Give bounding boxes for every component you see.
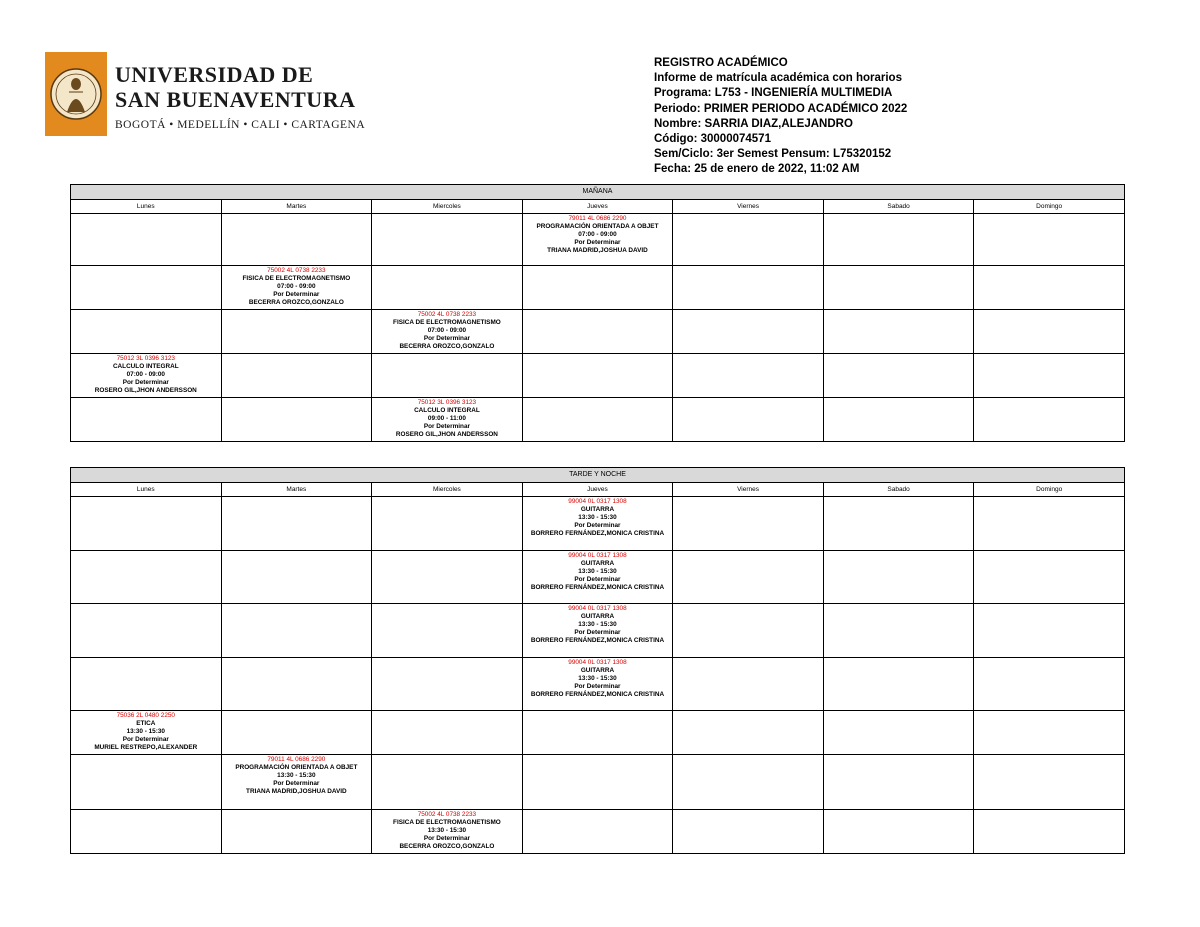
table-row bbox=[71, 604, 1125, 658]
course-time: 07:00 - 09:00 bbox=[126, 371, 165, 378]
course-code: 99004 0L 0317 1308 bbox=[568, 659, 627, 666]
table-title: MAÑANA bbox=[71, 185, 1125, 200]
university-logo bbox=[45, 52, 366, 138]
table-row bbox=[71, 551, 1125, 604]
header-line: Fecha: 25 de enero de 2022, 11:02 AM bbox=[654, 163, 860, 176]
university-cities: BOGOTÁ • MEDELLÍN • CALI • CARTAGENA bbox=[115, 119, 366, 131]
schedule-cell bbox=[673, 214, 824, 266]
course-code: 75036 2L 0480 2250 bbox=[116, 712, 175, 719]
class-entry bbox=[372, 810, 522, 851]
schedule-cell bbox=[823, 310, 974, 354]
day-header-sabado: Sabado bbox=[823, 200, 974, 214]
day-header-miercoles: Miercoles bbox=[372, 483, 523, 497]
schedule-cell bbox=[71, 711, 222, 755]
course-teacher: BECERRA OROZCO,GONZALO bbox=[399, 843, 495, 850]
table-row bbox=[71, 214, 1125, 266]
course-teacher: ROSERO GIL,JHON ANDERSSON bbox=[395, 431, 498, 438]
course-room: Por Determinar bbox=[574, 239, 621, 246]
university-name-line2: SAN BUENAVENTURA bbox=[115, 87, 356, 112]
schedule-cell bbox=[221, 310, 372, 354]
class-entry bbox=[523, 658, 673, 699]
course-name: GUITARRA bbox=[580, 560, 615, 567]
schedule-cell bbox=[71, 810, 222, 854]
schedule-cell bbox=[673, 810, 824, 854]
schedule-cell bbox=[974, 354, 1125, 398]
course-room: Por Determinar bbox=[574, 629, 621, 636]
class-entry bbox=[523, 604, 673, 645]
schedule-table-morning bbox=[70, 184, 1125, 442]
schedule-cell bbox=[522, 310, 673, 354]
schedule-cell bbox=[372, 266, 523, 310]
course-code: 75012 3L 0396 3123 bbox=[116, 355, 175, 362]
course-time: 13:30 - 15:30 bbox=[427, 827, 467, 834]
schedule-cell bbox=[522, 497, 673, 551]
schedule-cell bbox=[372, 497, 523, 551]
course-code: 79011 4L 0686 2290 bbox=[267, 756, 326, 763]
table-row bbox=[71, 658, 1125, 711]
schedule-cell bbox=[372, 604, 523, 658]
header-line: Informe de matrícula académica con horarios bbox=[654, 72, 902, 85]
schedule-cell bbox=[221, 551, 372, 604]
course-time: 07:00 - 09:00 bbox=[427, 327, 467, 334]
day-header-jueves: Jueves bbox=[522, 483, 673, 497]
course-name: FISICA DE ELECTROMAGNETISMO bbox=[393, 319, 501, 326]
schedule-cell bbox=[221, 755, 372, 810]
course-code: 99004 0L 0317 1308 bbox=[568, 605, 627, 612]
course-room: Por Determinar bbox=[423, 835, 470, 842]
class-entry bbox=[71, 354, 221, 395]
course-teacher: BORRERO FERNÁNDEZ,MONICA CRISTINA bbox=[530, 691, 665, 698]
schedule-cell bbox=[221, 398, 372, 442]
schedule-cell bbox=[673, 755, 824, 810]
course-teacher: TRIANA MADRID,JOSHUA DAVID bbox=[547, 247, 648, 254]
schedule-cell bbox=[823, 810, 974, 854]
table-row bbox=[71, 711, 1125, 755]
schedule-cell bbox=[823, 711, 974, 755]
schedule-cell bbox=[522, 266, 673, 310]
schedule-cell bbox=[673, 310, 824, 354]
course-room: Por Determinar bbox=[122, 736, 169, 743]
class-entry bbox=[523, 214, 673, 255]
class-entry bbox=[222, 266, 372, 307]
schedule-cell bbox=[71, 551, 222, 604]
table-row bbox=[71, 354, 1125, 398]
schedule-cell bbox=[71, 354, 222, 398]
schedule-cell bbox=[372, 214, 523, 266]
schedule-cell bbox=[974, 310, 1125, 354]
course-name: PROGRAMACIÓN ORIENTADA A OBJET bbox=[536, 223, 659, 230]
day-header-domingo: Domingo bbox=[974, 200, 1125, 214]
day-header-jueves: Jueves bbox=[522, 200, 673, 214]
course-code: 99004 0L 0317 1308 bbox=[568, 552, 627, 559]
day-header-viernes: Viernes bbox=[673, 200, 824, 214]
course-teacher: BORRERO FERNÁNDEZ,MONICA CRISTINA bbox=[530, 530, 665, 537]
schedule-cell bbox=[71, 398, 222, 442]
schedule-cell bbox=[522, 398, 673, 442]
schedule-cell bbox=[221, 214, 372, 266]
schedule-cell bbox=[221, 658, 372, 711]
university-name-line1: UNIVERSIDAD DE bbox=[115, 62, 314, 87]
course-room: Por Determinar bbox=[574, 576, 621, 583]
day-header-lunes: Lunes bbox=[71, 200, 222, 214]
course-time: 13:30 - 15:30 bbox=[126, 728, 165, 735]
schedule-cell bbox=[71, 604, 222, 658]
schedule-cell bbox=[673, 551, 824, 604]
class-entry bbox=[372, 398, 522, 439]
course-code: 75012 3L 0396 3123 bbox=[417, 399, 477, 406]
schedule-cell bbox=[974, 398, 1125, 442]
course-code: 75002 4L 0738 2233 bbox=[417, 811, 477, 818]
course-teacher: TRIANA MADRID,JOSHUA DAVID bbox=[246, 788, 347, 795]
schedule-cell bbox=[71, 214, 222, 266]
course-name: FISICA DE ELECTROMAGNETISMO bbox=[242, 275, 351, 282]
schedule-cell bbox=[71, 497, 222, 551]
schedule-cell bbox=[673, 658, 824, 711]
schedule-cell bbox=[823, 354, 974, 398]
schedule-cell bbox=[71, 266, 222, 310]
course-code: 75002 4L 0738 2233 bbox=[267, 267, 326, 274]
schedule-cell bbox=[522, 711, 673, 755]
schedule-cell bbox=[974, 755, 1125, 810]
course-room: Por Determinar bbox=[423, 335, 470, 342]
schedule-cell bbox=[974, 810, 1125, 854]
course-code: 75002 4L 0738 2233 bbox=[417, 311, 477, 318]
schedule-cell bbox=[221, 266, 372, 310]
schedule-cell bbox=[823, 266, 974, 310]
table-row bbox=[71, 497, 1125, 551]
course-code: 79011 4L 0686 2290 bbox=[568, 215, 627, 222]
schedule-cell bbox=[522, 755, 673, 810]
course-room: Por Determinar bbox=[273, 291, 320, 298]
day-header-domingo: Domingo bbox=[974, 483, 1125, 497]
schedule-cell bbox=[974, 214, 1125, 266]
course-time: 13:30 - 15:30 bbox=[578, 621, 617, 628]
schedule-cell bbox=[673, 266, 824, 310]
schedule-table-afternoon bbox=[70, 467, 1125, 854]
day-header-sabado: Sabado bbox=[823, 483, 974, 497]
class-entry bbox=[523, 551, 673, 592]
schedule-cell bbox=[221, 604, 372, 658]
course-teacher: BECERRA OROZCO,GONZALO bbox=[399, 343, 495, 350]
course-teacher: MURIEL RESTREPO,ALEXANDER bbox=[94, 744, 198, 751]
schedule-cell bbox=[372, 658, 523, 711]
schedule-cell bbox=[522, 551, 673, 604]
schedule-cell bbox=[221, 810, 372, 854]
table-row bbox=[71, 810, 1125, 854]
course-teacher: BECERRA OROZCO,GONZALO bbox=[248, 299, 344, 306]
schedule-cell bbox=[673, 604, 824, 658]
course-room: Por Determinar bbox=[574, 683, 621, 690]
course-time: 13:30 - 15:30 bbox=[578, 514, 617, 521]
schedule-cell bbox=[522, 214, 673, 266]
schedule-cell bbox=[71, 658, 222, 711]
schedule-cell bbox=[823, 214, 974, 266]
course-teacher: BORRERO FERNÁNDEZ,MONICA CRISTINA bbox=[530, 584, 665, 591]
schedule-cell bbox=[372, 551, 523, 604]
day-header-martes: Martes bbox=[221, 200, 372, 214]
header-line: REGISTRO ACADÉMICO bbox=[654, 57, 788, 69]
schedule-cell bbox=[673, 354, 824, 398]
course-teacher: ROSERO GIL,JHON ANDERSSON bbox=[94, 387, 197, 394]
schedule-cell bbox=[974, 604, 1125, 658]
course-name: PROGRAMACIÓN ORIENTADA A OBJET bbox=[235, 764, 358, 771]
course-time: 07:00 - 09:00 bbox=[578, 231, 617, 238]
schedule-cell bbox=[221, 497, 372, 551]
schedule-cell bbox=[372, 711, 523, 755]
header-line: Código: 30000074571 bbox=[654, 133, 771, 146]
course-time: 07:00 - 09:00 bbox=[277, 283, 316, 290]
course-time: 09:00 - 11:00 bbox=[427, 415, 466, 422]
class-entry bbox=[222, 755, 372, 796]
registry-header bbox=[654, 56, 907, 178]
schedule-cell bbox=[673, 711, 824, 755]
course-name: GUITARRA bbox=[580, 667, 615, 674]
schedule-cell bbox=[974, 658, 1125, 711]
day-header-lunes: Lunes bbox=[71, 483, 222, 497]
schedule-cell bbox=[522, 658, 673, 711]
day-header-martes: Martes bbox=[221, 483, 372, 497]
course-time: 13:30 - 15:30 bbox=[578, 568, 617, 575]
course-time: 13:30 - 15:30 bbox=[578, 675, 617, 682]
schedule-cell bbox=[823, 497, 974, 551]
crest-icon bbox=[45, 52, 107, 136]
day-header-miercoles: Miercoles bbox=[372, 200, 523, 214]
schedule-cell bbox=[372, 354, 523, 398]
schedule-cell bbox=[974, 497, 1125, 551]
university-name bbox=[115, 62, 365, 138]
header-line: Sem/Ciclo: 3er Semest Pensum: L75320152 bbox=[654, 148, 892, 161]
schedule-cell bbox=[372, 810, 523, 854]
course-name: GUITARRA bbox=[580, 613, 615, 620]
schedule-cell bbox=[372, 310, 523, 354]
schedule-cell bbox=[974, 551, 1125, 604]
schedule-cell bbox=[372, 755, 523, 810]
course-name: GUITARRA bbox=[580, 506, 615, 513]
class-entry bbox=[372, 310, 522, 351]
schedule-cell bbox=[823, 551, 974, 604]
header-line: Programa: L753 - INGENIERÍA MULTIMEDIA bbox=[654, 87, 893, 100]
course-code: 99004 0L 0317 1308 bbox=[568, 498, 627, 505]
table-row bbox=[71, 755, 1125, 810]
class-entry bbox=[71, 711, 221, 752]
schedule-cell bbox=[221, 354, 372, 398]
schedule-cell bbox=[673, 497, 824, 551]
course-room: Por Determinar bbox=[122, 379, 169, 386]
table-title: TARDE Y NOCHE bbox=[71, 468, 1125, 483]
course-room: Por Determinar bbox=[273, 780, 320, 787]
course-name: ETICA bbox=[136, 720, 156, 727]
schedule-cell bbox=[522, 354, 673, 398]
header-line: Nombre: SARRIA DIAZ,ALEJANDRO bbox=[654, 117, 853, 130]
class-entry bbox=[523, 497, 673, 538]
course-name: FISICA DE ELECTROMAGNETISMO bbox=[393, 819, 501, 826]
header-line: Periodo: PRIMER PERIODO ACADÉMICO 2022 bbox=[654, 102, 908, 115]
schedule-cell bbox=[974, 711, 1125, 755]
schedule-cell bbox=[221, 711, 372, 755]
schedule-cell bbox=[823, 398, 974, 442]
schedule-cell bbox=[823, 658, 974, 711]
course-name: CALCULO INTEGRAL bbox=[112, 363, 179, 370]
table-row bbox=[71, 310, 1125, 354]
schedule-cell bbox=[71, 310, 222, 354]
schedule-cell bbox=[823, 604, 974, 658]
course-name: CALCULO INTEGRAL bbox=[414, 407, 480, 414]
schedule-cell bbox=[372, 398, 523, 442]
schedule-cell bbox=[522, 810, 673, 854]
course-time: 13:30 - 15:30 bbox=[277, 772, 316, 779]
schedule-cell bbox=[673, 398, 824, 442]
schedule-cell bbox=[522, 604, 673, 658]
table-row bbox=[71, 398, 1125, 442]
course-room: Por Determinar bbox=[574, 522, 621, 529]
schedule-cell bbox=[974, 266, 1125, 310]
course-teacher: BORRERO FERNÁNDEZ,MONICA CRISTINA bbox=[530, 637, 665, 644]
schedule-cell bbox=[823, 755, 974, 810]
course-room: Por Determinar bbox=[423, 423, 470, 430]
table-row bbox=[71, 266, 1125, 310]
day-header-viernes: Viernes bbox=[673, 483, 824, 497]
schedule-cell bbox=[71, 755, 222, 810]
